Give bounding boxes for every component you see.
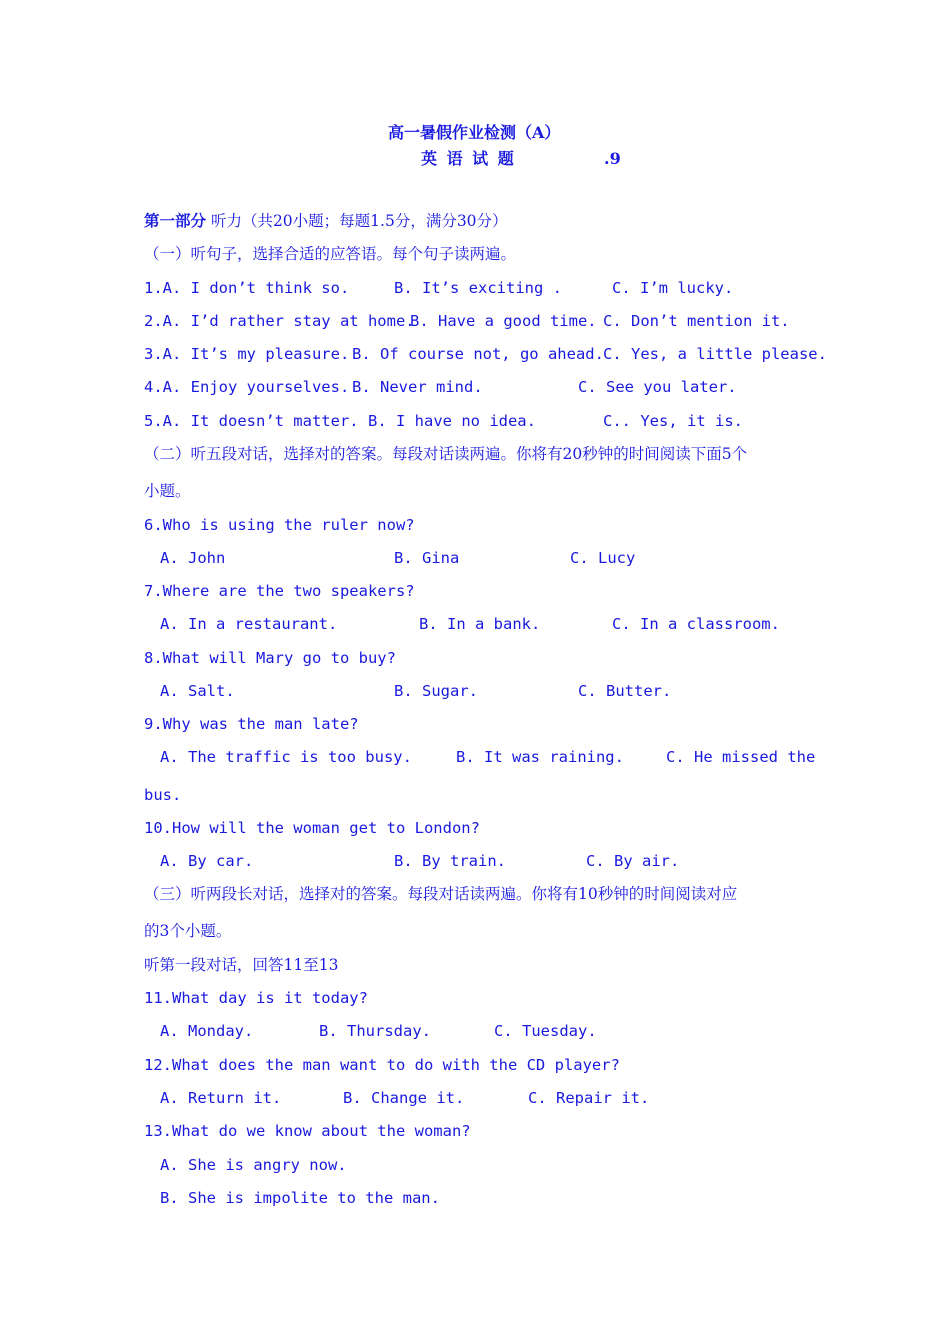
section3-instruction-cont: 的3个小题。 bbox=[144, 922, 232, 940]
q8-option-c: C. Butter. bbox=[578, 682, 672, 700]
q12-option-c: C. Repair it. bbox=[528, 1089, 650, 1107]
q3-option-c: C. Yes, a little please. bbox=[603, 345, 827, 363]
q13-stem: 13.What do we know about the woman? bbox=[144, 1122, 471, 1140]
q13-option-b: B. She is impolite to the man. bbox=[160, 1189, 440, 1207]
q10-option-c: C. By air. bbox=[586, 852, 680, 870]
section2-instruction: （二）听五段对话，选择对的答案。每段对话读两遍。你将有20秒钟的时间阅读下面5个 bbox=[144, 445, 748, 463]
q6-stem: 6.Who is using the ruler now? bbox=[144, 516, 415, 534]
q3-option-a: 3.A. It’s my pleasure. bbox=[144, 345, 350, 363]
doc-subtitle-suffix: .9 bbox=[604, 149, 621, 168]
part1-heading-bold: 第一部分 bbox=[144, 211, 207, 230]
q10-stem: 10.How will the woman get to London? bbox=[144, 819, 480, 837]
q10-option-a: A. By car. bbox=[160, 852, 254, 870]
q13-option-a: A. She is angry now. bbox=[160, 1156, 347, 1174]
q2-option-a: 2.A. I’d rather stay at home. bbox=[144, 312, 415, 330]
q1-option-c: C. I’m lucky. bbox=[612, 279, 734, 297]
doc-subtitle: 英 语 试 题 bbox=[421, 149, 516, 168]
section3-instruction: （三）听两段长对话，选择对的答案。每段对话读两遍。你将有10秒钟的时间阅读对应 bbox=[144, 885, 738, 903]
q3-option-b: B. Of course not, go ahead. bbox=[352, 345, 604, 363]
q12-option-b: B. Change it. bbox=[343, 1089, 465, 1107]
section2-instruction-cont: 小题。 bbox=[144, 482, 191, 500]
q9-stem: 9.Why was the man late? bbox=[144, 715, 359, 733]
q7-option-a: A. In a restaurant. bbox=[160, 615, 338, 633]
q11-option-c: C. Tuesday. bbox=[494, 1022, 597, 1040]
q6-option-b: B. Gina bbox=[394, 549, 460, 567]
doc-title: 高一暑假作业检测（A） bbox=[388, 123, 561, 142]
q11-stem: 11.What day is it today? bbox=[144, 989, 368, 1007]
part1-heading-rest: 听力（共20小题；每题1.5分，满分30分） bbox=[206, 212, 508, 230]
q2-option-c: C. Don’t mention it. bbox=[603, 312, 790, 330]
q5-option-a: 5.A. It doesn’t matter. bbox=[144, 412, 359, 430]
q4-option-c: C. See you later. bbox=[578, 378, 737, 396]
q7-option-c: C. In a classroom. bbox=[612, 615, 780, 633]
q9-option-a: A. The traffic is too busy. bbox=[160, 748, 412, 766]
q6-option-c: C. Lucy bbox=[570, 549, 636, 567]
q8-stem: 8.What will Mary go to buy? bbox=[144, 649, 396, 667]
q6-option-a: A. John bbox=[160, 549, 226, 567]
part1-heading bbox=[144, 211, 508, 231]
q4-option-a: 4.A. Enjoy yourselves. bbox=[144, 378, 350, 396]
q1-option-a: 1.A. I don’t think so. bbox=[144, 279, 350, 297]
q1-option-b: B. It’s exciting . bbox=[394, 279, 562, 297]
q9-option-b: B. It was raining. bbox=[456, 748, 624, 766]
q4-option-b: B. Never mind. bbox=[352, 378, 483, 396]
q8-option-b: B. Sugar. bbox=[394, 682, 478, 700]
q7-option-b: B. In a bank. bbox=[419, 615, 541, 633]
q2-option-b: B. Have a good time. bbox=[410, 312, 597, 330]
q11-option-b: B. Thursday. bbox=[319, 1022, 431, 1040]
dialog1-instruction: 听第一段对话，回答11至13 bbox=[144, 956, 339, 974]
q8-option-a: A. Salt. bbox=[160, 682, 235, 700]
q9-option-c-cont: bus. bbox=[144, 786, 182, 804]
q11-option-a: A. Monday. bbox=[160, 1022, 254, 1040]
q5-option-c: C.. Yes, it is. bbox=[603, 412, 743, 430]
section1-instruction: （一）听句子，选择合适的应答语。每个句子读两遍。 bbox=[144, 245, 517, 263]
q10-option-b: B. By train. bbox=[394, 852, 506, 870]
q5-option-b: B. I have no idea. bbox=[368, 412, 536, 430]
q12-stem: 12.What does the man want to do with the CD player? bbox=[144, 1056, 620, 1074]
q9-option-c: C. He missed the bbox=[666, 748, 816, 766]
q12-option-a: A. Return it. bbox=[160, 1089, 282, 1107]
q7-stem: 7.Where are the two speakers? bbox=[144, 582, 415, 600]
